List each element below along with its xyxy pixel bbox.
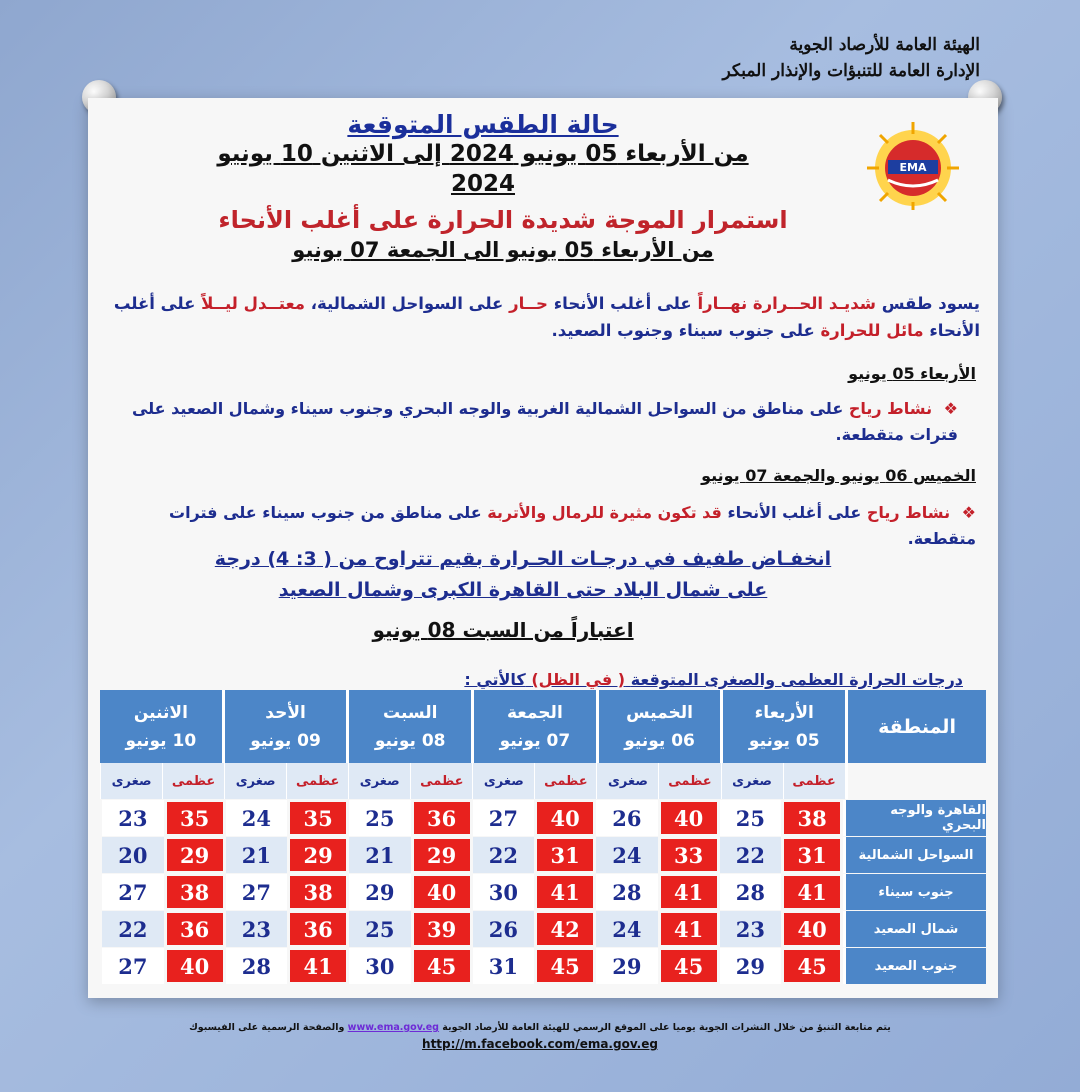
table-row [100,948,986,984]
footer [0,1022,1080,1051]
min-temp: 26 [596,800,658,836]
min-temp: 27 [102,948,164,984]
min-temp: 31 [473,948,535,984]
max-temp: 29 [290,839,346,871]
min-temp: 30 [349,948,411,984]
day-name: السبت [382,702,438,723]
max-temp: 40 [537,802,593,834]
title-block [193,110,773,199]
max-temp: 31 [784,839,840,871]
min-temp: 29 [596,948,658,984]
max-temp: 36 [414,802,470,834]
max-temp: 33 [661,839,717,871]
forecast-paper [88,98,998,998]
min-temp: 24 [596,837,658,873]
org-line-2: الإدارة العامة للتنبؤات والإنذار المبكر [722,61,980,81]
min-temp: 27 [102,874,164,910]
svg-text:EMA: EMA [899,161,927,174]
temperature-table [100,690,986,984]
intro-text: على أغلب الأنحاء [113,294,980,340]
region-name: جنوب سيناء [843,874,986,910]
max-temp: 29 [414,839,470,871]
table-subheader-row [100,763,986,799]
drop-line-2: على شمال البلاد حتى القاهرة الكبرى وشمال الصعيد [278,579,768,601]
region-name: شمال الصعيد [843,911,986,947]
intro-text: يسود طقس [881,294,980,313]
day-date: 09 يونيو [250,730,321,751]
min-label: صغرى [472,763,534,799]
headline-sub: من الأربعاء 05 يونيو الى الجمعة 07 يونيو [292,238,714,262]
max-temp: 45 [537,950,593,982]
min-temp: 25 [349,800,411,836]
max-temp: 38 [290,876,346,908]
day2-heading: الخميس 06 يونيو والجمعة 07 يونيو [701,466,976,485]
intro-text-red: مائل للحرارة [820,321,924,340]
min-temp: 22 [102,911,164,947]
intro-text: على السواحل الشمالية، [310,294,504,313]
day-date: 05 يونيو [748,730,820,751]
day-date: 10 يونيو [125,730,197,751]
bullet-text-red: نشاط رياح [866,503,951,522]
caption-text: كالأتي : [464,670,526,689]
max-temp: 31 [537,839,593,871]
min-temp: 22 [473,837,535,873]
min-temp: 25 [720,800,782,836]
day-header [100,690,222,763]
max-temp: 40 [784,913,840,945]
day-date: 07 يونيو [499,730,571,751]
max-label: عظمى [783,763,845,799]
forecast-period: من الأربعاء 05 يونيو 2024 إلى الاثنين 10 يونيو 2024 [217,141,749,197]
footer-text: والصفحة الرسمية على الفيسبوك [189,1022,345,1033]
min-temp: 26 [473,911,535,947]
table-row [100,800,986,836]
day-header [222,690,347,763]
day-date: 06 يونيو [624,730,695,751]
table-row [100,874,986,910]
min-label: صغرى [721,763,783,799]
facebook-link[interactable]: http://m.facebook.com/ema.gov.eg [422,1037,658,1051]
min-temp: 20 [102,837,164,873]
day-name: الأربعاء [754,702,814,723]
table-caption [464,670,963,689]
day1-heading: الأربعاء 05 يونيو [848,364,976,383]
bullet-star-icon: ❖ [961,503,976,522]
max-label: عظمى [658,763,720,799]
min-temp: 24 [226,800,288,836]
bullet-text: على مناطق من السواحل الشمالية الغربية والوجه البحري وجنوب سيناء وشمال الصعيد على فترات متقطعة. [131,399,958,444]
min-temp: 29 [349,874,411,910]
bullet-text-red: نشاط رياح [848,399,933,418]
max-temp: 45 [784,950,840,982]
subheader-spacer [845,763,986,799]
min-temp: 30 [473,874,535,910]
max-temp: 38 [167,876,223,908]
min-label: صغرى [596,763,658,799]
organization-header [722,32,980,84]
day-header [471,690,596,763]
min-temp: 25 [349,911,411,947]
min-temp: 28 [596,874,658,910]
table-row [100,837,986,873]
max-temp: 35 [167,802,223,834]
max-temp: 40 [167,950,223,982]
intro-text-red: حــار [509,294,548,313]
intro-text: على جنوب سيناء وجنوب الصعيد. [551,321,815,340]
caption-text-red: ( في الظل) [531,670,626,689]
region-name: جنوب الصعيد [843,948,986,984]
min-label: صغرى [348,763,410,799]
table-row [100,911,986,947]
headline-main: استمرار الموجة شديدة الحرارة على أغلب الأنحاء [218,206,788,234]
max-temp: 35 [290,802,346,834]
max-temp: 41 [661,913,717,945]
min-label: صغرى [100,763,162,799]
max-temp: 45 [414,950,470,982]
region-column-header: المنطقة [845,690,986,763]
max-label: عظمى [534,763,596,799]
table-header-row [100,690,986,763]
min-temp: 22 [720,837,782,873]
bullet-star-icon: ❖ [943,399,958,418]
day1-bullet [110,396,958,448]
min-temp: 23 [102,800,164,836]
headline [48,206,958,262]
max-temp: 41 [537,876,593,908]
max-temp: 39 [414,913,470,945]
min-temp: 24 [596,911,658,947]
min-temp: 27 [473,800,535,836]
day-name: الاثنين [133,702,188,723]
intro-paragraph [110,290,980,344]
max-temp: 41 [661,876,717,908]
max-label: عظمى [410,763,472,799]
day-header [720,690,845,763]
intro-text-red: معتــدل ليــلاً [201,294,306,313]
max-temp: 42 [537,913,593,945]
max-temp: 41 [784,876,840,908]
day-name: الخميس [626,702,693,723]
max-label: عظمى [286,763,348,799]
min-temp: 21 [226,837,288,873]
day-name: الجمعة [507,702,563,723]
day-name: الأحد [265,702,306,723]
temperature-drop-note [68,544,978,606]
min-temp: 29 [720,948,782,984]
max-temp: 36 [167,913,223,945]
max-temp: 45 [661,950,717,982]
max-label: عظمى [162,763,224,799]
region-name: القاهرة والوجه البحري [843,800,986,836]
website-link[interactable]: www.ema.gov.eg [347,1022,439,1033]
region-name: السواحل الشمالية [843,837,986,873]
intro-text: على أغلب الأنحاء [553,294,692,313]
max-temp: 36 [290,913,346,945]
caption-text: درجات الحرارة العظمى والصغرى المتوقعة [630,670,963,689]
bullet-text: على أغلب الأنحاء [727,503,862,522]
min-temp: 21 [349,837,411,873]
from-saturday: اعتباراً من السبت 08 يونيو [372,618,634,642]
org-line-1: الهيئة العامة للأرصاد الجوية [789,35,980,55]
max-temp: 40 [414,876,470,908]
min-temp: 28 [720,874,782,910]
min-temp: 23 [720,911,782,947]
bullet-text: على مناطق من جنوب سيناء على فترات متقطعة. [168,503,976,548]
min-temp: 23 [226,911,288,947]
bullet-text-red: قد تكون مثيرة للرمال والأتربة [487,503,722,522]
max-temp: 40 [661,802,717,834]
page-title: حالة الطقس المتوقعة [347,110,619,139]
intro-text-red: شديـد الحــرارة نهــاراً [697,294,876,313]
max-temp: 29 [167,839,223,871]
footer-text: يتم متابعة التنبؤ من خلال النشرات الجوية يوميا على الموقع الرسمي للهيئة العامة للأرصاد الجوية [442,1022,891,1033]
day-header [596,690,721,763]
ema-logo [858,120,968,210]
max-temp: 38 [784,802,840,834]
min-label: صغرى [224,763,286,799]
min-temp: 28 [226,948,288,984]
day-header [346,690,471,763]
drop-line-1: انخفـاض طفيف في درجـات الحـرارة بقيم تتراوح من ( 3: 4) درجة [214,548,832,570]
min-temp: 27 [226,874,288,910]
max-temp: 41 [290,950,346,982]
day-date: 08 يونيو [374,730,446,751]
